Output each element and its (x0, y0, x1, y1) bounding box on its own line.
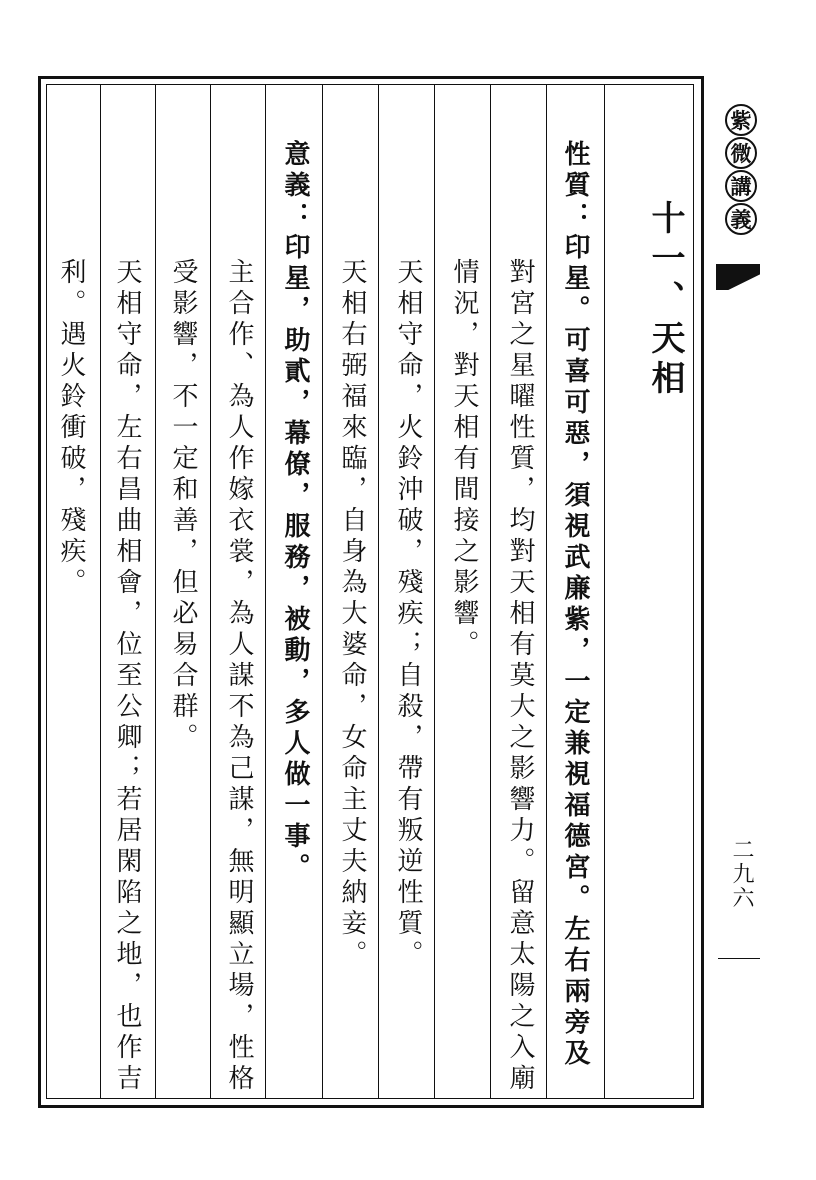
book-title-char: 義 (725, 203, 757, 235)
book-title-char: 微 (725, 137, 757, 169)
page-number-rule (718, 958, 760, 959)
book-title-char: 講 (725, 170, 757, 202)
page-number: 二九六 (729, 838, 754, 910)
text-column: 主合作、為人作嫁衣裳，為人謀不為己謀，無明顯立場，性格 (224, 258, 254, 1095)
text-column: 利。遇火鈴衝破，殘疾。 (56, 258, 86, 599)
page-border-inner (46, 84, 694, 1099)
book-title-char: 紫 (725, 104, 757, 136)
column-rule (322, 84, 323, 1099)
text-column: 情況，對天相有間接之影響。 (449, 258, 479, 661)
text-column: 受影響，不一定和善，但必易合群。 (168, 258, 198, 754)
text-column: 天相守命，左右昌曲相會，位至公卿；若居閑陷之地，也作吉 (112, 258, 142, 1095)
column-rule (604, 84, 605, 1099)
chapter-title: 十一、天相 (645, 200, 685, 400)
text-column: 天相守命，火鈴沖破，殘疾；自殺，帶有叛逆性質。 (393, 258, 423, 971)
column-rule (546, 84, 547, 1099)
book-title (723, 104, 759, 236)
text-column: 天相右弼福來臨，自身為大婆命，女命主丈夫納妾。 (337, 258, 367, 971)
text-column: 性質：印星。可喜可惡，須視武廉紫，一定兼視福德宮。左右兩旁及 (560, 140, 590, 1070)
column-rule (265, 84, 266, 1099)
column-rule (210, 84, 211, 1099)
column-rule (490, 84, 491, 1099)
column-rule (378, 84, 379, 1099)
text-column: 對宮之星曜性質，均對天相有莫大之影響力。留意太陽之入廟 (505, 258, 535, 1095)
margin-tab-marker (716, 264, 760, 290)
text-column: 意義：印星，助貳，幕僚，服務，被動，多人做一事。 (280, 140, 310, 884)
column-rule (434, 84, 435, 1099)
column-rule (100, 84, 101, 1099)
column-rule (155, 84, 156, 1099)
